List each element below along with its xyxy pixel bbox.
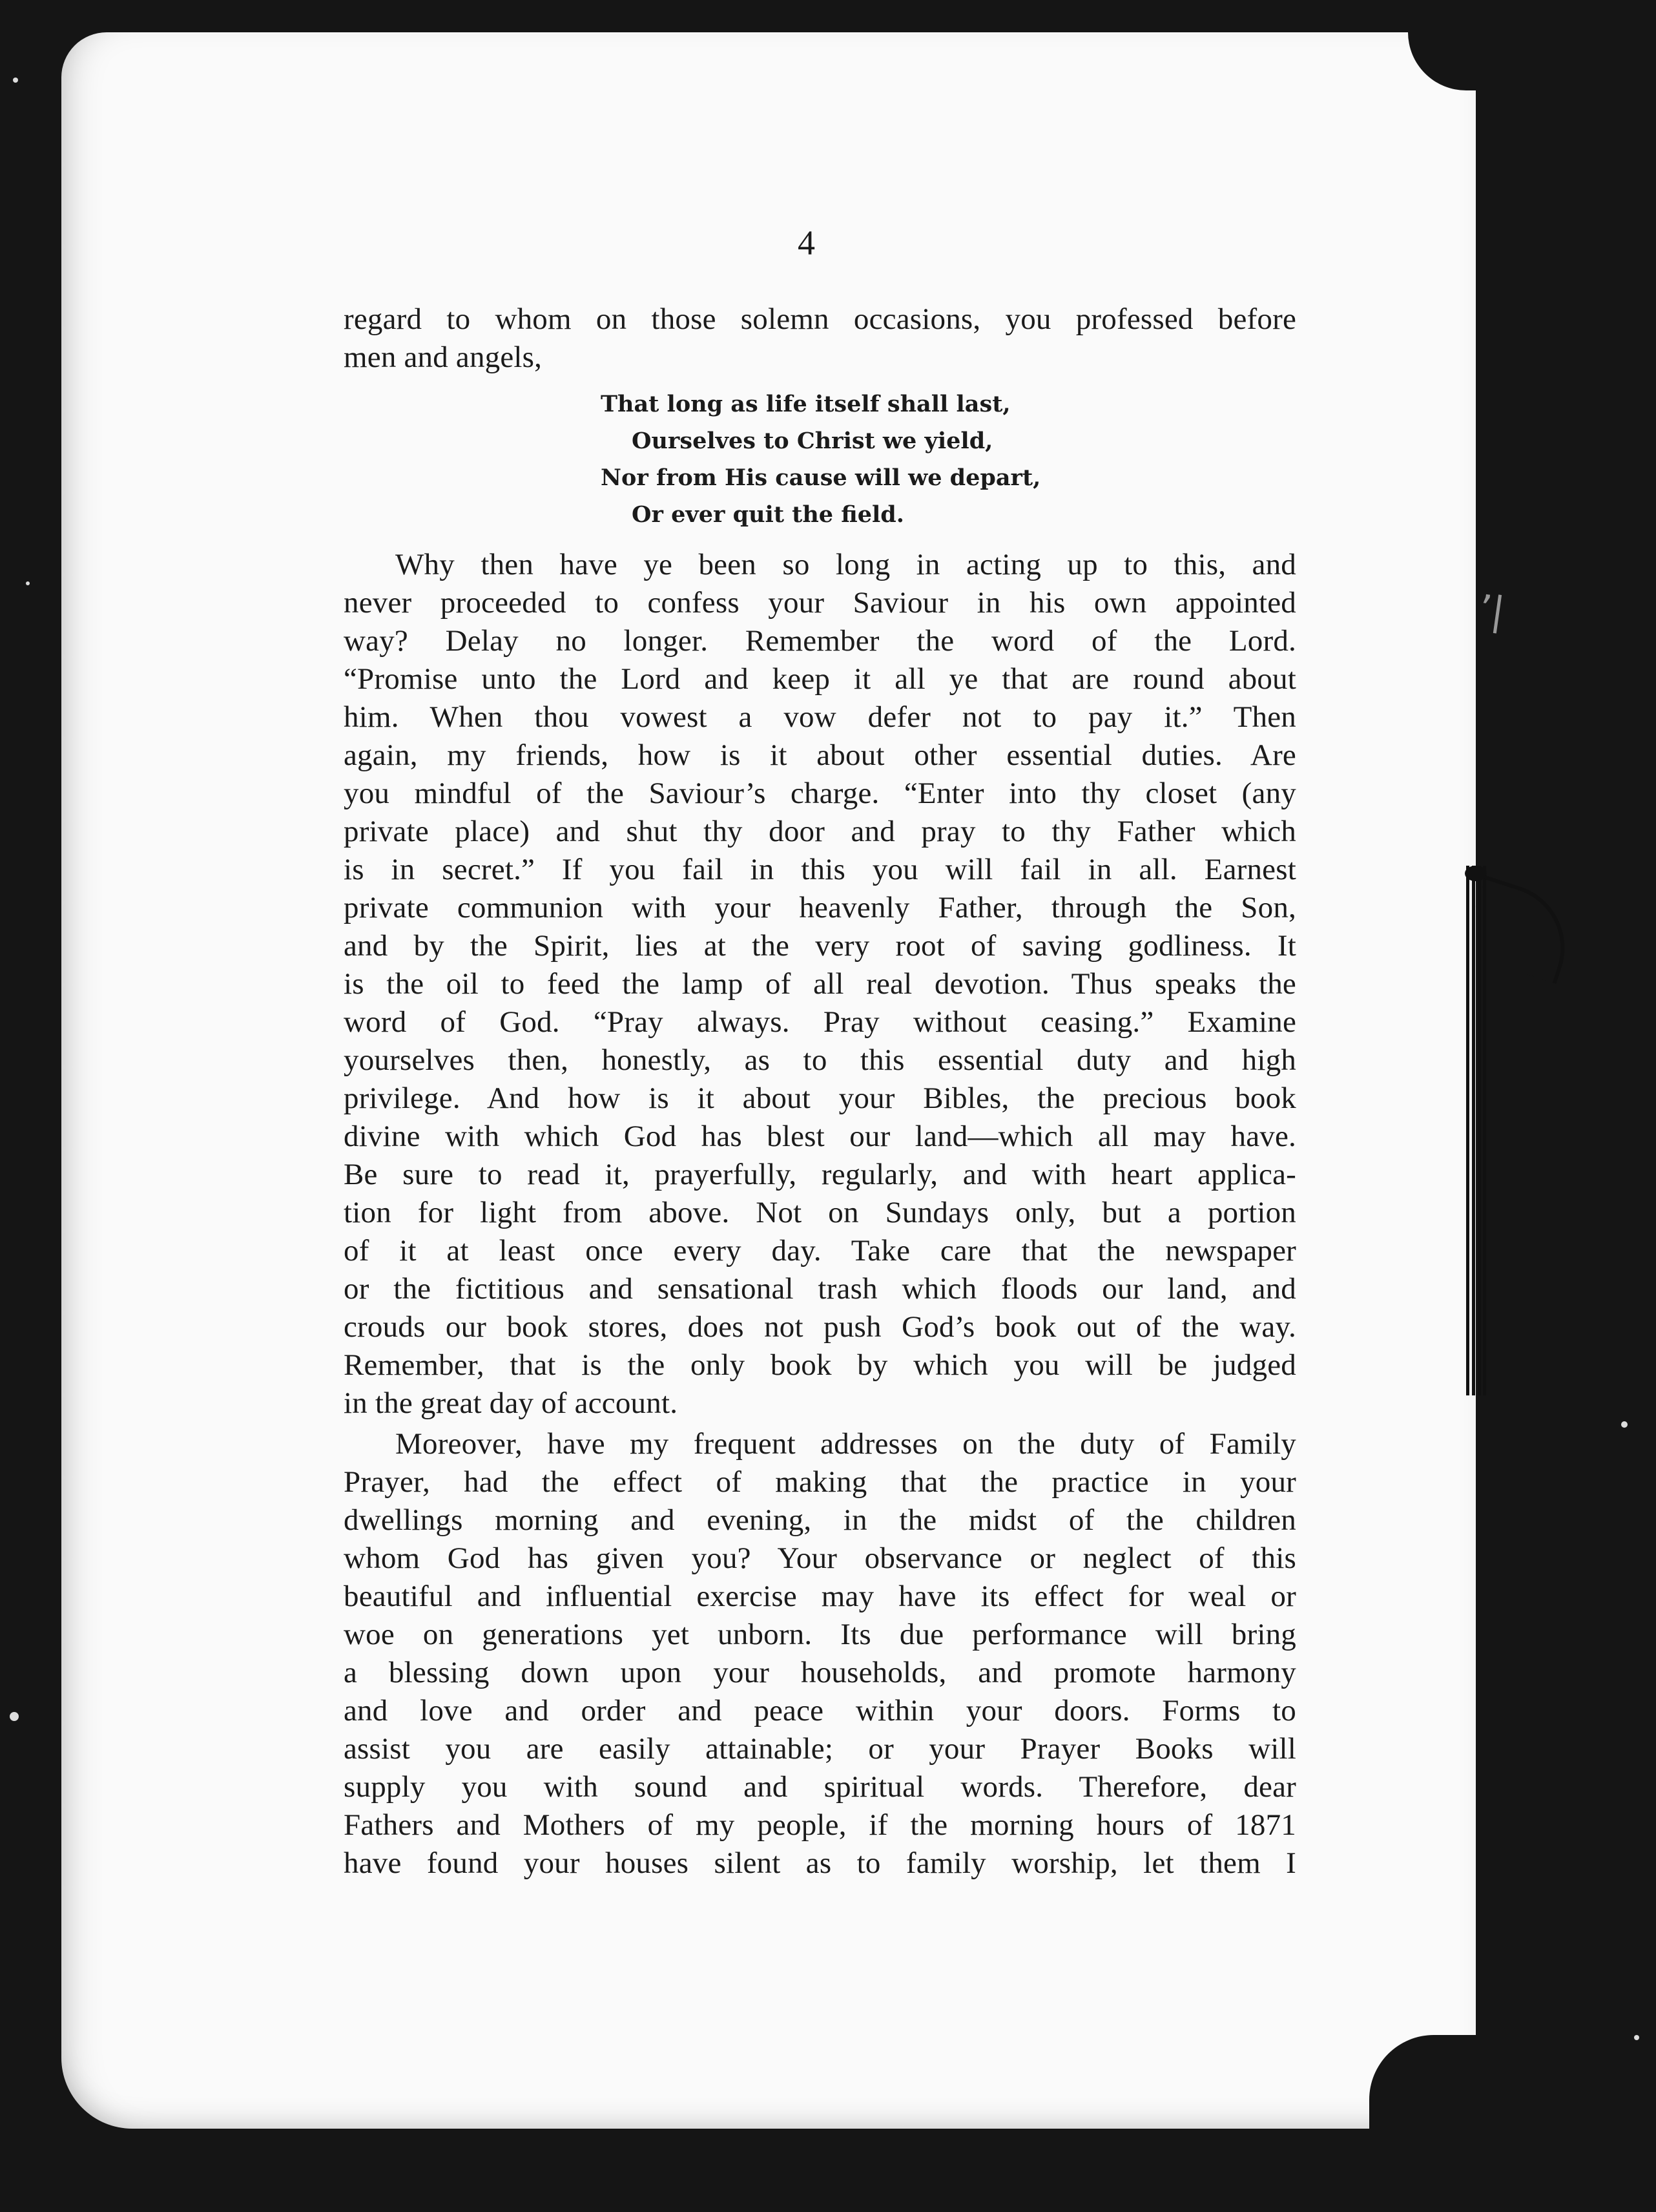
text-line: crouds our book stores, does not push God’s book out of the way. [344, 1310, 1296, 1344]
scan-speck [1634, 2035, 1639, 2040]
text-line: Prayer, had the effect of making that the practice in your [344, 1465, 1296, 1499]
text-line: regard to whom on those solemn occasions, you professed before [344, 302, 1296, 336]
text-line: whom God has given you? Your observance or neglect of this [344, 1541, 1296, 1575]
text-line: you mindful of the Saviour’s charge. “Enter into thy closet (any [344, 777, 1296, 810]
scan-speck [13, 78, 18, 83]
text-line: privilege. And how is it about your Bibles, the precious book [344, 1081, 1296, 1115]
text-line: is in secret.” If you fail in this you will fail in all. Earnest [344, 853, 1296, 886]
paragraph-2 [344, 1425, 1296, 1883]
text-line: yourselves then, honestly, as to this essential duty and high [344, 1043, 1296, 1077]
text-line: beautiful and influential exercise may have its effect for weal or [344, 1580, 1296, 1613]
body-text [344, 300, 1296, 1883]
text-line: Remember, that is the only book by which you will be judged [344, 1348, 1296, 1382]
text-line: Why then have ye been so long in acting up to this, and [395, 548, 1296, 581]
text-line: and by the Spirit, lies at the very root of saving godliness. It [344, 929, 1296, 963]
scan-speck [1621, 1421, 1628, 1428]
text-line: Fathers and Mothers of my people, if the morning hours of 1871 [344, 1808, 1296, 1842]
text-line: have found your houses silent as to family worship, let them I [344, 1846, 1296, 1880]
verse-line: That long as life itself shall last, [601, 391, 1011, 417]
text-line: men and angels, [344, 340, 543, 374]
verse-quote [601, 386, 1296, 533]
text-line: of it at least once every day. Take care that the newspaper [344, 1234, 1296, 1268]
text-line: divine with which God has blest our land—which all may have. [344, 1120, 1296, 1153]
scan-speck [26, 581, 30, 585]
text-line: never proceeded to confess your Saviour in his own appointed [344, 586, 1296, 620]
text-line: assist you are easily attainable; or your Prayer Books will [344, 1732, 1296, 1766]
text-line: again, my friends, how is it about other essential duties. Are [344, 738, 1296, 772]
page-number: 4 [798, 224, 815, 262]
text-line: word of God. “Pray always. Pray without ceasing.” Examine [344, 1005, 1296, 1039]
text-line: tion for light from above. Not on Sundays only, but a portion [344, 1196, 1296, 1229]
paragraph-1 [344, 546, 1296, 1423]
text-line: woe on generations yet unborn. Its due performance will bring [344, 1618, 1296, 1651]
text-line: “Promise unto the Lord and keep it all ye that are round about [344, 662, 1296, 696]
text-line: is the oil to feed the lamp of all real devotion. Thus speaks the [344, 967, 1296, 1001]
text-line: private communion with your heavenly Father, through the Son, [344, 891, 1296, 924]
verse-line: Ourselves to Christ we yield, [632, 428, 993, 454]
text-line: dwellings morning and evening, in the midst of the children [344, 1503, 1296, 1537]
text-line: and love and order and peace within your doors. Forms to [344, 1694, 1296, 1727]
text-line: supply you with sound and spiritual words. Therefore, dear [344, 1770, 1296, 1804]
margin-pencil-mark: ’| [1476, 586, 1507, 635]
scan-speck [10, 1712, 19, 1721]
text-line: Be sure to read it, prayerfully, regularly, and with heart applica- [344, 1158, 1296, 1191]
verse-line: Nor from His cause will we depart, [601, 464, 1041, 491]
text-line: Moreover, have my frequent addresses on the duty of Family [395, 1427, 1296, 1461]
text-line: private place) and shut thy door and pray to thy Father which [344, 815, 1296, 848]
verse-line: Or ever quit the field. [632, 501, 904, 528]
text-line: or the fictitious and sensational trash which floods our land, and [344, 1272, 1296, 1306]
text-line: in the great day of account. [344, 1386, 678, 1420]
text-line: a blessing down upon your households, and promote harmony [344, 1656, 1296, 1689]
text-line: way? Delay no longer. Remember the word of the Lord. [344, 624, 1296, 658]
text-line: him. When thou vowest a vow defer not to pay it.” Then [344, 700, 1296, 734]
